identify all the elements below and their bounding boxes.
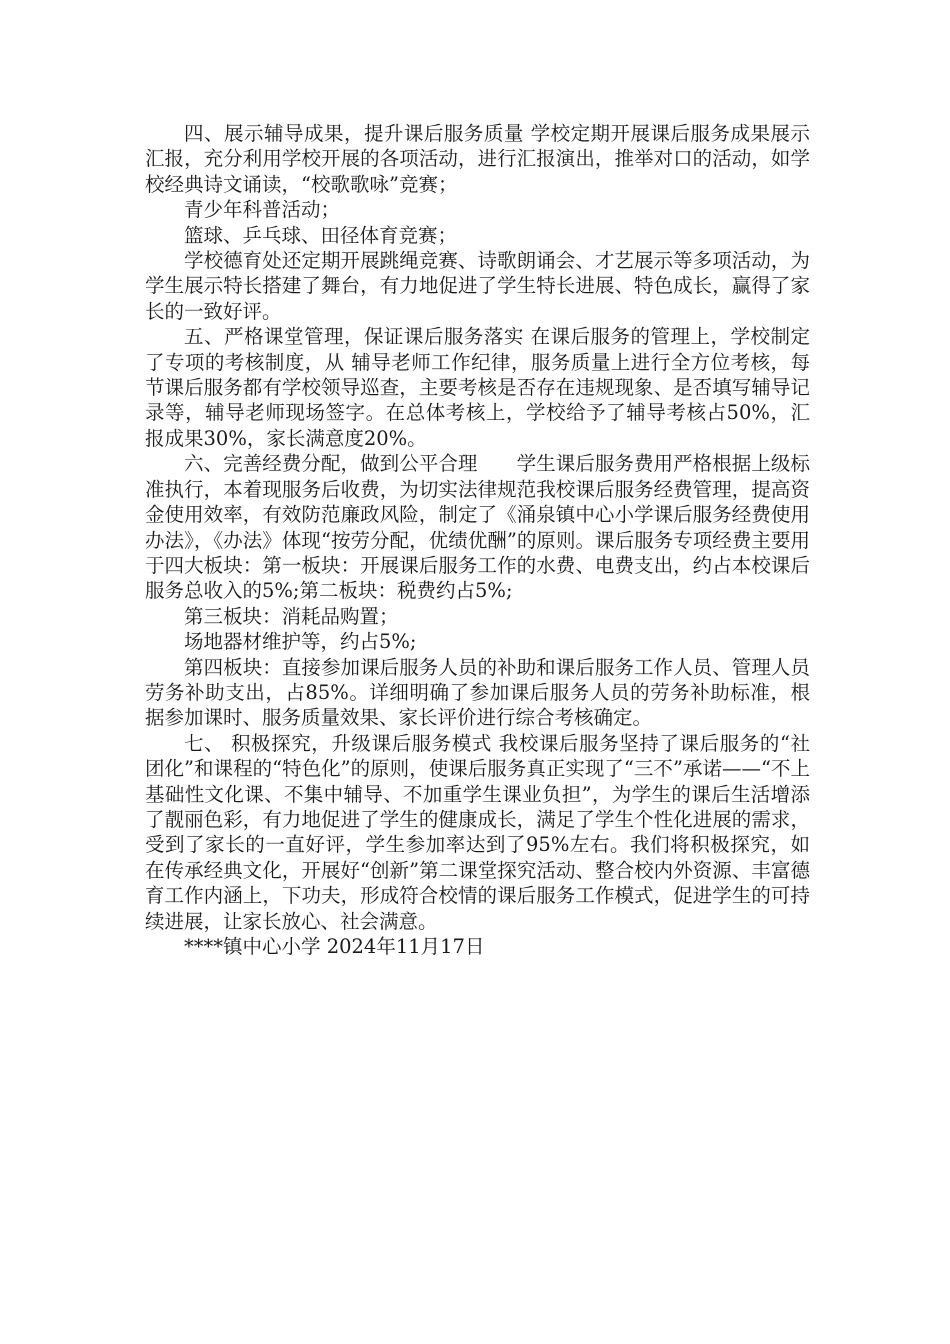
paragraph-section-seven: 七、 积极探究，升级课后服务模式 我校课后服务坚持了课后服务的“社团化”和课程的“特色化”的原则，使课后服务真正实现了“三不”承诺——“不上基础性文化课、不集中辅导、不加重学生课业负担”，为学生的课后生活增添了靓丽色彩，有力地促进了学生的健康成长，满足了学生个性化进展的需求，受到了家长的一直好评，学生参加率达到了95%左右。我们将积极探究，如在传承经典文化，开展好“创新”第二课堂探究活动、整合校内外资源、丰富德育工作内涵上，下功夫，形成符合校情的课后服务工作模式，促进学生的可持续进展，让家长放心、社会满意。 [145,731,810,933]
paragraph-section-six: 六、完善经费分配，做到公平合理 学生课后服务费用严格根据上级标准执行，本着现服务后收费，为切实法律规范我校课后服务经费管理，提高资金使用效率，有效防范廉政风险，制定了《涌泉镇中心小学课后服务经费使用办法》，《办法》体现“按劳分配，优绩优酬”的原则。课后服务专项经费主要用于四大板块：第一板块：开展课后服务工作的水费、电费支出，约占本校课后服务总收入的5%;第二板块：税费约占5%; [145,452,810,603]
paragraph-equipment-maintenance: 场地器材维护等，约占5%; [184,630,417,654]
signature-date-line: ****镇中心小学 2024年11月17日 [184,935,485,958]
paragraph-section-four: 四、展示辅导成果，提升课后服务质量 学校定期开展课后服务成果展示汇报，充分利用学校开展的各项活动，进行汇报演出，推举对口的活动，如学校经典诗文诵读，“校歌歌咏”竞赛； [145,122,810,196]
paragraph-science-activity: 青少年科普活动； [184,198,341,222]
paragraph-block-three: 第三板块：消耗品购置； [184,604,399,628]
paragraph-block-four: 第四板块：直接参加课后服务人员的补助和课后服务工作人员、管理人员劳务补助支出，占85%。详细明确了参加课后服务人员的劳务补助标准，根据参加课时、服务质量效果、家长评价进行综合考核确定。 [145,655,810,730]
document-page [145,121,810,959]
paragraph-moral-education: 学校德育处还定期开展跳绳竞赛、诗歌朗诵会、才艺展示等多项活动，为学生展示特长搭建了舞台，有力地促进了学生特长进展、特色成长，赢得了家长的一致好评。 [145,249,810,323]
paragraph-sports-competition: 篮球、乒乓球、田径体育竞赛； [184,223,458,247]
paragraph-section-five: 五、严格课堂管理，保证课后服务落实 在课后服务的管理上，学校制定了专项的考核制度，从 辅导老师工作纪律，服务质量上进行全方位考核，每节课后服务都有学校领导巡查，主要考核是否存在违规现象、是否填写辅导记录等，辅导老师现场签字。在总体考核上，学校给予了辅导考核占50%，汇报成果30%，家长满意度20%。 [145,325,810,450]
